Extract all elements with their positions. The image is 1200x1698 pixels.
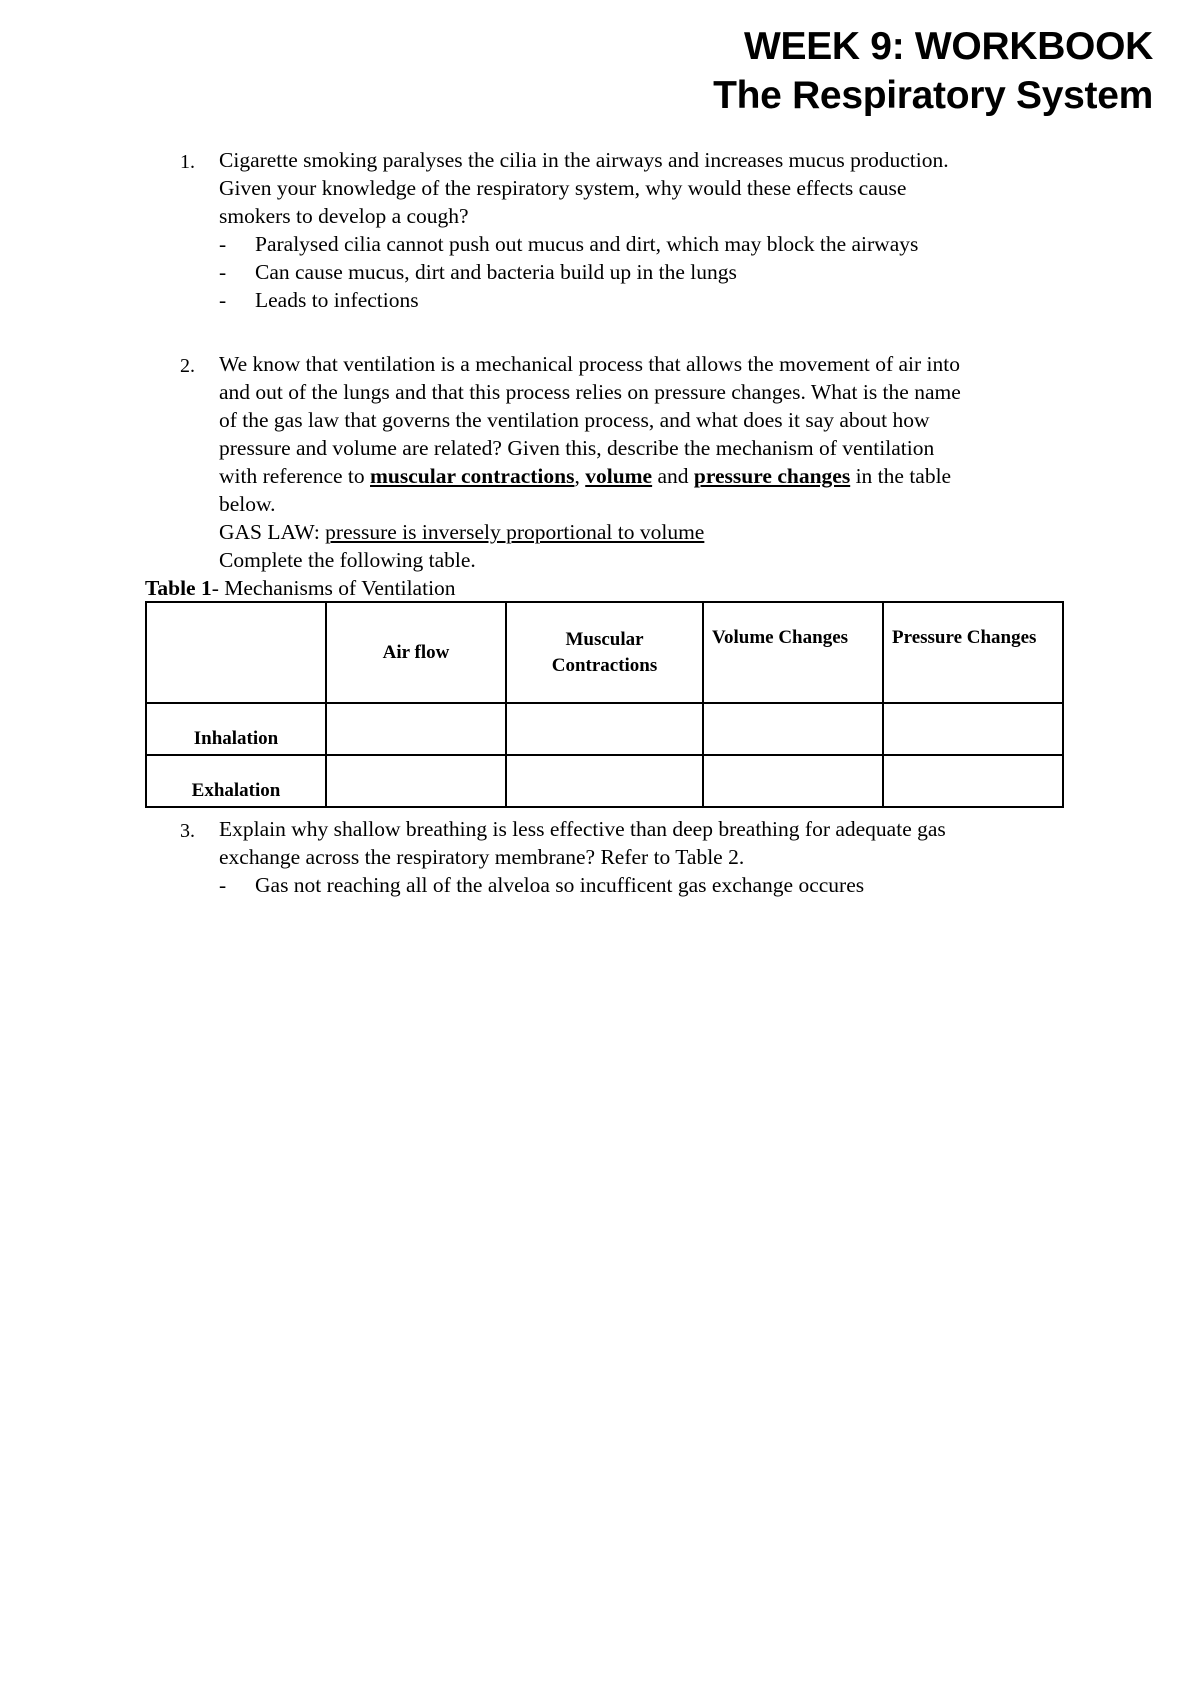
table-header-cell: Muscular Contractions <box>506 602 703 703</box>
table-header-cell <box>146 602 326 703</box>
title-topic: The Respiratory System <box>713 74 1153 117</box>
question-text-line: smokers to develop a cough? <box>219 204 469 228</box>
table-row <box>146 703 1063 755</box>
table-cell[interactable] <box>326 755 506 807</box>
text-fragment: in the table <box>850 464 952 488</box>
question-text-line <box>219 462 1079 490</box>
table-header-cell: Air flow <box>326 602 506 703</box>
answer-bullet <box>219 871 1079 899</box>
question-body <box>219 815 1079 899</box>
gas-law-label: GAS LAW: <box>219 520 326 544</box>
answer-text: Gas not reaching all of the alveloa so incufficent gas exchange occures <box>255 873 865 897</box>
emphasis-pressure-changes: pressure changes <box>693 464 851 488</box>
table-cell[interactable] <box>883 755 1063 807</box>
question-text-line: of the gas law that governs the ventilation process, and what does it say about how <box>219 408 930 432</box>
text-fragment: with reference to <box>219 464 371 488</box>
question-text-line: Explain why shallow breathing is less effective than deep breathing for adequate gas <box>219 817 946 841</box>
question-text-line: We know that ventilation is a mechanical process that allows the movement of air into <box>219 352 961 376</box>
table-header-cell: Pressure Changes <box>883 602 1063 703</box>
question-body <box>219 350 1079 574</box>
bullet-dash: - <box>219 288 227 312</box>
question-body <box>219 146 1079 314</box>
table-cell[interactable] <box>703 755 883 807</box>
gas-law-line <box>219 518 1079 546</box>
answer-text: Paralysed cilia cannot push out mucus and dirt, which may block the airways <box>255 232 919 256</box>
table-row-label: Inhalation <box>146 703 326 755</box>
bullet-dash: - <box>219 873 227 897</box>
answer-text: Can cause mucus, dirt and bacteria build up in the lungs <box>255 260 737 284</box>
title-week: WEEK 9: WORKBOOK <box>743 25 1153 68</box>
table-caption <box>145 574 456 602</box>
bullet-dash: - <box>219 260 227 284</box>
table-cell[interactable] <box>883 703 1063 755</box>
emphasis-volume: volume <box>585 464 653 488</box>
table-caption-text: - Mechanisms of Ventilation <box>211 576 456 600</box>
question-number: 2. <box>180 355 195 377</box>
table-cell[interactable] <box>703 703 883 755</box>
gas-law-answer: pressure is inversely proportional to volume <box>325 520 705 544</box>
table-header-row <box>146 602 1063 703</box>
answer-bullet <box>219 258 1079 286</box>
table-row-label: Exhalation <box>146 755 326 807</box>
question-text-line: pressure and volume are related? Given this, describe the mechanism of ventilation <box>219 436 935 460</box>
table-instruction: Complete the following table. <box>219 548 476 572</box>
emphasis-muscular-contractions: muscular contractions <box>370 464 575 488</box>
answer-bullet <box>219 286 1079 314</box>
question-text-line: exchange across the respiratory membrane? Refer to Table 2. <box>219 845 745 869</box>
question-text-line: and out of the lungs and that this process relies on pressure changes. What is the name <box>219 380 961 404</box>
answer-text: Leads to infections <box>255 288 419 312</box>
question-text-line: Given your knowledge of the respiratory system, why would these effects cause <box>219 176 907 200</box>
ventilation-table <box>145 601 1064 808</box>
table-cell[interactable] <box>326 703 506 755</box>
text-fragment: and <box>652 464 694 488</box>
question-text-line: below. <box>219 492 276 516</box>
question-text-line: Cigarette smoking paralyses the cilia in the airways and increases mucus production. <box>219 148 949 172</box>
table-cell[interactable] <box>506 703 703 755</box>
page-title <box>713 22 1153 120</box>
table-cell[interactable] <box>506 755 703 807</box>
text-fragment: , <box>574 464 586 488</box>
question-number: 3. <box>180 820 195 842</box>
table-caption-label: Table 1 <box>145 576 212 600</box>
answer-bullet <box>219 230 1079 258</box>
bullet-dash: - <box>219 232 227 256</box>
table-row <box>146 755 1063 807</box>
table-header-cell: Volume Changes <box>703 602 883 703</box>
question-number: 1. <box>180 151 195 173</box>
